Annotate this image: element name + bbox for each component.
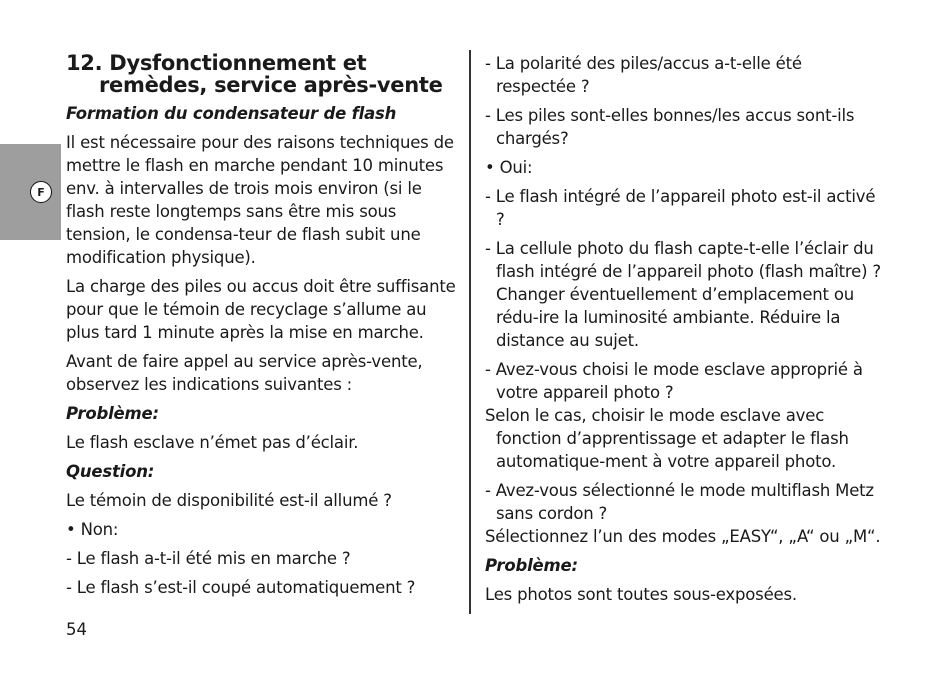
page-number: 54 xyxy=(66,620,87,639)
list-item: - La polarité des piles/accus a-t-elle été respectée ? xyxy=(485,54,802,96)
list-item-answer: Sélectionnez l’un des modes „EASY“, „A“ ou „M“. xyxy=(485,527,881,546)
paragraph-service: Avant de faire appel au service après-vente, observez les indications suivantes : xyxy=(66,352,423,394)
paragraph-maintenance: Il est nécessaire pour des raisons techniques de mettre le flash en marche pendant 10 minutes env. à intervalles de trois mois environ (si le flash reste longtemps sans être mis sous tension, le condensa-teur de flash subit une modification physique). xyxy=(66,133,454,267)
section-title: 12. Dysfonctionnement et remèdes, service après-vente xyxy=(66,51,443,97)
list-item xyxy=(485,358,885,473)
problem-text: Les photos sont toutes sous-exposées. xyxy=(485,585,797,604)
problem-text: Le flash esclave n’émet pas d’éclair. xyxy=(66,433,359,452)
right-column xyxy=(485,52,885,612)
list-item: - La cellule photo du flash capte-t-elle l’éclair du flash intégré de l’appareil photo (flash maître) ? Changer éventuellement d’emplacement ou rédu-ire la luminosité ambiante. Réduire la distance au sujet. xyxy=(485,239,881,350)
question-text: Le témoin de disponibilité est-il allumé ? xyxy=(66,491,392,510)
question-label: Question: xyxy=(66,462,155,481)
problem-label: Problème: xyxy=(485,556,578,575)
problem-label: Problème: xyxy=(66,404,159,423)
list-item: - Le flash intégré de l’appareil photo est-il activé ? xyxy=(485,187,876,229)
list-item: - Le flash a-t-il été mis en marche ? xyxy=(66,549,351,568)
list-item: - Le flash s’est-il coupé automatiquement ? xyxy=(66,578,416,597)
list-item-question: - Avez-vous sélectionné le mode multiflash Metz sans cordon ? xyxy=(485,481,874,523)
language-badge: F xyxy=(30,181,52,203)
list-item-question: - Avez-vous choisi le mode esclave approprié à votre appareil photo ? xyxy=(485,360,863,402)
subsection-heading: Formation du condensateur de flash xyxy=(66,104,397,123)
paragraph-battery: La charge des piles ou accus doit être suffisante pour que le témoin de recyclage s’allume au plus tard 1 minute après la mise en marche. xyxy=(66,277,456,342)
answer-yes-label: • Oui: xyxy=(485,158,533,177)
list-item xyxy=(485,479,885,548)
column-divider xyxy=(469,50,471,614)
answer-no-label: • Non: xyxy=(66,520,119,539)
left-column xyxy=(66,52,458,605)
list-item: - Les piles sont-elles bonnes/les accus sont-ils chargés? xyxy=(485,106,855,148)
list-item-answer: Selon le cas, choisir le mode esclave avec fonction d’apprentissage et adapter le flash automatique-ment à votre appareil photo. xyxy=(485,406,849,471)
